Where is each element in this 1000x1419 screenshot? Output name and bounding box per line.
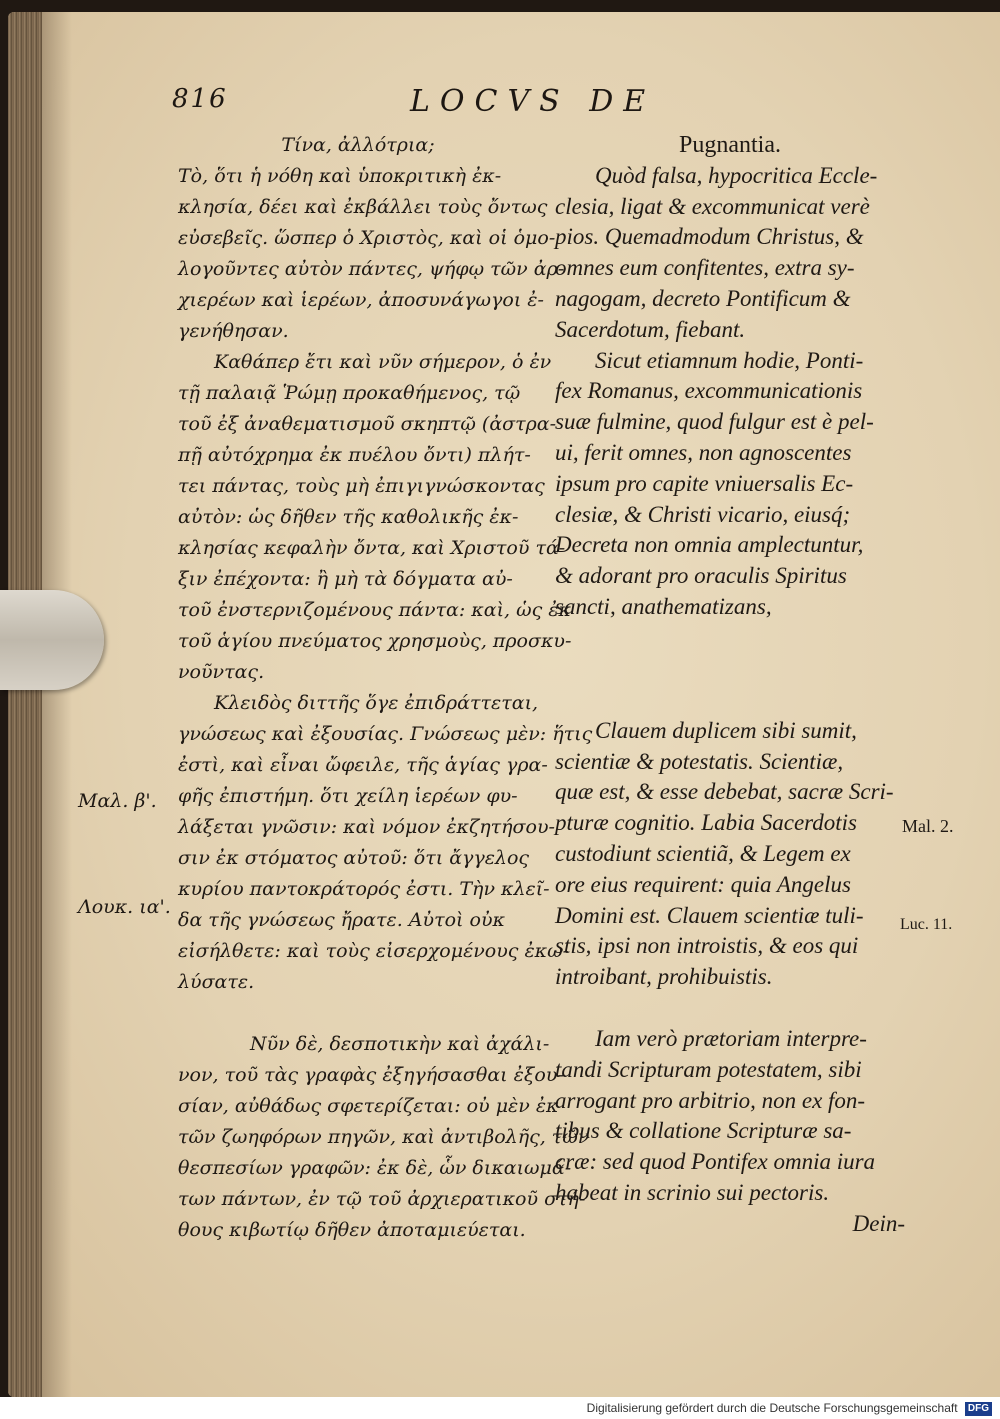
- greek-line: τῇ παλαιᾷ Ῥώμῃ προκαθήμενος, τῷ: [178, 382, 521, 404]
- greek-line: Κλειδὸς διττῆς ὅγε ἐπιδράττεται,: [214, 692, 539, 714]
- greek-line: θεσπεσίων γραφῶν: ἐκ δὲ, ὧν δικαιωμά-: [178, 1157, 572, 1179]
- latin-line: ipsum pro capite vniuersalis Ec-: [555, 470, 854, 496]
- catchword: Dein-: [852, 1210, 905, 1236]
- dfg-logo: DFG: [965, 1402, 992, 1416]
- greek-line: νον, τοῦ τὰς γραφὰς ἐξηγήσασθαι ἐξου-: [178, 1064, 564, 1086]
- latin-line: habeat in scrinio sui pectoris.: [555, 1179, 830, 1205]
- greek-line: κυρίου παντοκράτορός ἐστι. Τὴν κλεῖ-: [178, 878, 550, 900]
- greek-heading: Τίνα, ἀλλότρια;: [281, 134, 435, 156]
- paragraph-gap: [555, 654, 905, 685]
- latin-line: tibus & collatione Scripturæ sa-: [555, 1118, 852, 1144]
- latin-line: Iam verò prætoriam interpre-: [595, 1025, 867, 1051]
- footer-bar: [0, 1397, 1000, 1419]
- latin-line: suæ fulmine, quod fulgur est è pel-: [555, 409, 874, 435]
- bookmark-strip: [0, 590, 104, 690]
- latin-line: Clauem duplicem sibi sumit,: [595, 717, 857, 743]
- gutter-shadow: [42, 12, 72, 1397]
- latin-line: clesia, ligat & excommunicat verè: [555, 193, 870, 219]
- greek-line: θους κιβωτίῳ δῆθεν ἀποταμιεύεται.: [178, 1219, 526, 1241]
- greek-line: Τὸ, ὅτι ἡ νόθη καὶ ὑποκριτικὴ ἐκ-: [178, 165, 502, 187]
- latin-line: Sacerdotum, fiebant.: [555, 316, 746, 342]
- greek-line: τοῦ ἐνστερνιζομένους πάντα: καὶ, ὡς ἐκ: [178, 599, 571, 621]
- greek-line: τοῦ ἁγίου πνεύματος χρησμοὺς, προσκυ-: [178, 630, 572, 652]
- latin-line: cræ: sed quod Pontifex omnia iura: [555, 1149, 876, 1175]
- greek-line: φῆς ἐπιστήμη. ὅτι χείλη ἱερέων φυ-: [178, 785, 518, 807]
- latin-line: tandi Scripturam potestatem, sibi: [555, 1056, 862, 1082]
- latin-line: sancti, anathematizans,: [555, 593, 772, 619]
- paragraph-gap: [555, 685, 905, 716]
- greek-line: λογοῦντες αὐτὸν πάντες, ψήφῳ τῶν ἀρ-: [178, 258, 565, 280]
- latin-line: custodiunt scientiã, & Legem ex: [555, 840, 851, 866]
- running-head: LOCVS DE: [410, 84, 656, 119]
- latin-line: stis, ipsi non introistis, & eos qui: [555, 933, 859, 959]
- paragraph-gap: [555, 993, 905, 1024]
- latin-line: Domini est. Clauem scientiæ tuli-: [555, 902, 864, 928]
- latin-line: pios. Quemadmodum Christus, &: [555, 224, 864, 250]
- latin-line: Decreta non omnia amplectuntur,: [555, 532, 864, 558]
- greek-column: [178, 130, 593, 1246]
- latin-line: arrogant pro arbitrio, non ex fon-: [555, 1087, 866, 1113]
- greek-line: δα τῆς γνώσεως ἤρατε. Αὐτοὶ οὐκ: [178, 909, 505, 931]
- latin-line: fex Romanus, excommunicationis: [555, 378, 863, 404]
- greek-line: ξιν ἐπέχοντα: ἢ μὴ τὰ δόγματα αὐ-: [178, 568, 513, 590]
- margin-note: Λουκ. ια'.: [78, 896, 171, 918]
- latin-heading: Pugnantia.: [679, 132, 781, 158]
- latin-line: clesiæ, & Christi vicario, eiusq́;: [555, 501, 851, 527]
- greek-line: λύσατε.: [178, 971, 255, 993]
- greek-line: αὐτὸν: ὡς δῆθεν τῆς καθολικῆς ἐκ-: [178, 506, 519, 528]
- greek-line: τει πάντας, τοὺς μὴ ἐπιγιγνώσκοντας: [178, 475, 545, 497]
- greek-line: γενήθησαν.: [178, 320, 289, 342]
- greek-line: τῶν ζωηφόρων πηγῶν, καὶ ἀντιβολῆς, τῶν: [178, 1126, 590, 1148]
- greek-line: χιερέων καὶ ἱερέων, ἀποσυνάγωγοι ἐ-: [178, 289, 544, 311]
- latin-line: introibant, prohibuistis.: [555, 964, 773, 990]
- paragraph-gap: [178, 998, 538, 1029]
- latin-line: omnes eum confitentes, extra sy-: [555, 255, 855, 281]
- greek-line: νοῦντας.: [178, 661, 265, 683]
- latin-column: [555, 130, 905, 1240]
- latin-line: & adorant pro oraculis Spiritus: [555, 563, 847, 589]
- greek-line: των πάντων, ἐν τῷ τοῦ ἀρχιερατικοῦ στή-: [178, 1188, 586, 1210]
- greek-line: γνώσεως καὶ ἐξουσίας. Γνώσεως μὲν: ἥτις: [178, 723, 593, 745]
- latin-line: scientiæ & potestatis. Scientiæ,: [555, 748, 844, 774]
- page-number: 816: [172, 84, 228, 114]
- greek-line: Καθάπερ ἔτι καὶ νῦν σήμερον, ὁ ἐν: [214, 351, 552, 373]
- greek-line: κλησία, δέει καὶ ἐκβάλλει τοὺς ὄντως: [178, 196, 548, 218]
- latin-line: pturæ cognitio. Labia Sacerdotis: [555, 810, 857, 836]
- latin-line: Quòd falsa, hypocritica Eccle-: [595, 162, 878, 188]
- latin-line: ore eius requirent: quia Angelus: [555, 871, 851, 897]
- latin-line: nagogam, decreto Pontificum &: [555, 285, 851, 311]
- greek-line: σιν ἐκ στόματος αὐτοῦ: ὅτι ἄγγελος: [178, 847, 530, 869]
- greek-line: κλησίας κεφαλὴν ὄντα, καὶ Χριστοῦ τά-: [178, 537, 566, 559]
- latin-line: quæ est, & esse debebat, sacræ Scri-: [555, 779, 894, 805]
- latin-line: ui, ferit omnes, non agnoscentes: [555, 439, 852, 465]
- greek-line: τοῦ ἐξ ἀναθεματισμοῦ σκηπτῷ (ἀστρα-: [178, 413, 557, 435]
- greek-line: λάξεται γνῶσιν: καὶ νόμον ἐκζητήσου-: [178, 816, 555, 838]
- margin-note: Μαλ. β'.: [78, 790, 157, 812]
- greek-line: ἐστὶ, καὶ εἶναι ὤφειλε, τῆς ἁγίας γρα-: [178, 754, 548, 776]
- paragraph-gap: [555, 623, 905, 654]
- greek-line: σίαν, αὐθάδως σφετερίζεται: οὐ μὲν ἐκ: [178, 1095, 559, 1117]
- margin-note: Luc. 11.: [900, 916, 953, 933]
- greek-line: Νῦν δὲ, δεσποτικὴν καὶ ἀχάλι-: [250, 1033, 550, 1055]
- greek-line: πῇ αὐτόχρημα ἐκ πυέλου ὄντι) πλήτ-: [178, 444, 531, 466]
- margin-note: Mal. 2.: [902, 816, 954, 836]
- footer-text: Digitalisierung gefördert durch die Deutsche Forschungsgemeinschaft: [586, 1401, 958, 1415]
- page-edge: [8, 12, 42, 1397]
- greek-line: εἰσήλθετε: καὶ τοὺς εἰσερχομένους ἐκω-: [178, 940, 570, 962]
- greek-line: εὐσεβεῖς. ὥσπερ ὁ Χριστὸς, καὶ οἱ ὁμο-: [178, 227, 556, 249]
- latin-line: Sicut etiamnum hodie, Ponti-: [595, 347, 864, 373]
